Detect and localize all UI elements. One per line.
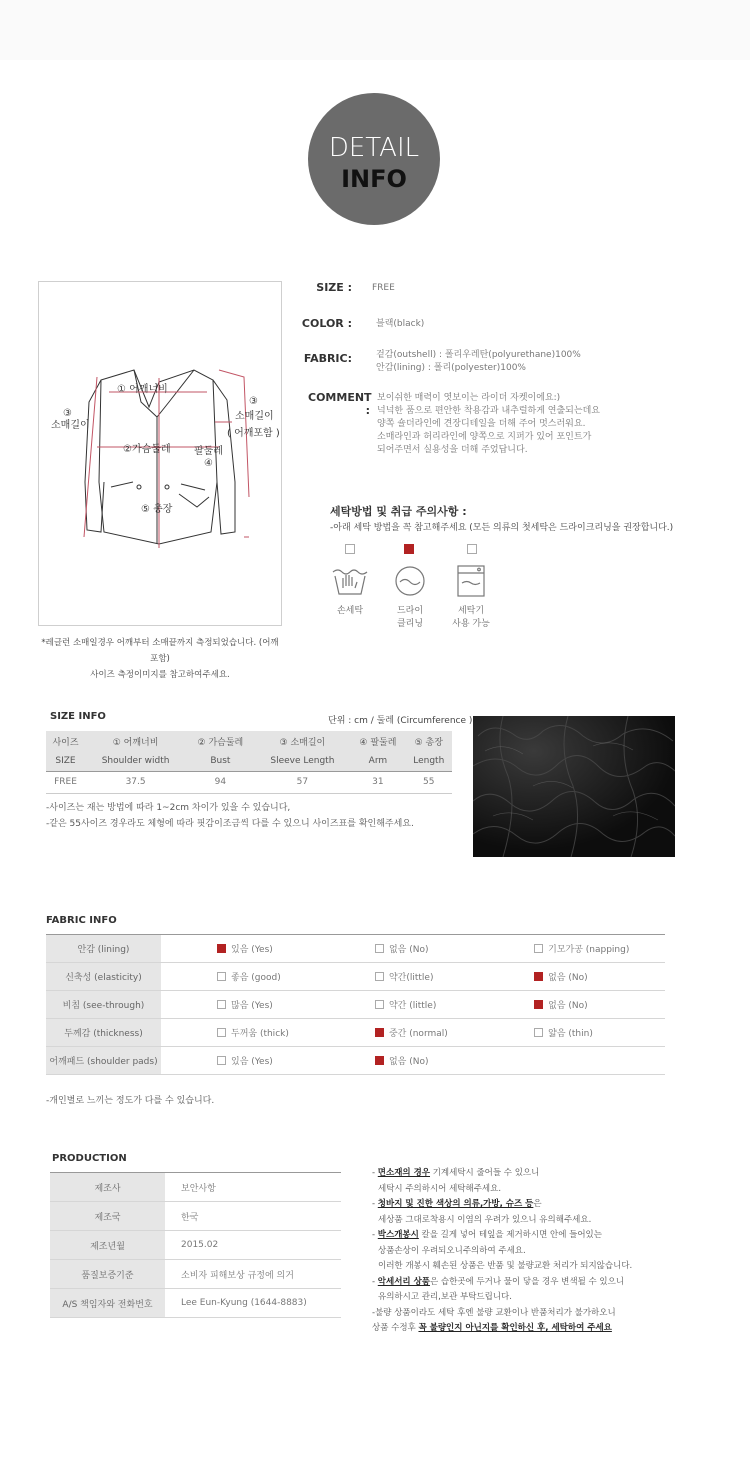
size-note-line: -같은 55사이즈 경우라도 체형에 따라 핏감이조금씩 다를 수 있으니 사이즈표를 확인해주세요. [46, 819, 414, 829]
label-sleeve-left-number: ③ [63, 408, 72, 419]
label-length: ⑤ 총장 [141, 504, 173, 515]
note-emphasis: 청바지 및 진한 색상의 의류,가방, 슈즈 등 [377, 1199, 534, 1209]
table-header-cell: ② 가슴둘레 [186, 731, 254, 751]
size-label: SIZE : [316, 281, 352, 294]
fabric-key: 신축성 (elasticity) [46, 963, 161, 991]
note-line: 세상품 그대로착용시 이염의 우려가 있으니 유의해주세요. [378, 1214, 592, 1225]
option-label: 중간 (normal) [388, 1029, 448, 1039]
production-value: 소비자 피해보상 규정에 의거 [165, 1260, 341, 1289]
fabric-key: 두께감 (thickness) [46, 1019, 161, 1047]
hand-wash-icon [330, 562, 370, 598]
caption-line: 드라이 [396, 606, 424, 616]
production-key: 제조사 [50, 1173, 165, 1202]
leather-texture-icon [473, 716, 675, 857]
production-key: 제조국 [50, 1202, 165, 1231]
table-row [46, 935, 665, 963]
fabric-value-1: 겉감(outshell) : 폴리우레탄(polyurethane)100% [376, 350, 581, 360]
fabric-option [319, 1019, 478, 1047]
hand-wash-checkbox [345, 544, 355, 554]
label-sleeve-left: 소매길이 [51, 420, 90, 431]
care-subtitle: -아래 세탁 방법을 꼭 참고해주세요 (모든 의류의 첫세탁은 드라이크리닝을 권장합니다.) [330, 523, 674, 533]
production-key: 품질보증기준 [50, 1260, 165, 1289]
note-emphasis: 악세서리 상품 [377, 1276, 431, 1287]
size-diagram [38, 281, 282, 626]
note-emphasis: 박스개봉시 [377, 1230, 419, 1240]
comment-label: COMMENT : [308, 391, 372, 417]
checkbox-empty-icon [375, 972, 384, 981]
checkbox-checked-icon [375, 1056, 384, 1065]
checkbox-empty-icon [217, 1000, 226, 1009]
fabric-key: 어깨패드 (shoulder pads) [46, 1047, 161, 1075]
note-emphasis: 면소재의 경우 [377, 1168, 431, 1178]
table-header-cell: Arm [350, 751, 405, 771]
table-header-row [46, 731, 452, 751]
label-arm: 팔둘레 [194, 446, 223, 457]
note-line: 이러한 개봉시 훼손된 상품은 반품 및 불량교환 처리가 되지않습니다. [378, 1261, 633, 1271]
table-header-cell: Bust [186, 751, 254, 771]
comment-line: 넉넉한 품으로 편안한 착용감과 내추럴하게 연출되는데요 [377, 406, 600, 416]
size-table [46, 731, 452, 794]
fabric-option [478, 963, 665, 991]
checkbox-checked-icon [534, 1000, 543, 1009]
care-title: 세탁방법 및 취급 주의사항 : [330, 505, 467, 518]
table-row [46, 1047, 665, 1075]
caption-line: 세탁기 [457, 606, 485, 616]
note-text: 기계세탁시 줄어들 수 있으니 [430, 1168, 540, 1178]
table-header-cell: 사이즈 [46, 731, 85, 751]
checkbox-empty-icon [217, 972, 226, 981]
note-emphasis: 꼭 불량인지 아닌지를 확인하신 후, 세탁하여 주세요 [418, 1323, 612, 1333]
dry-clean-checkbox [404, 544, 414, 554]
fabric-option-empty [478, 1047, 665, 1075]
note-line: 상품손상이 우려되오니주의하여 주세요. [378, 1245, 526, 1256]
table-cell: 57 [255, 771, 351, 793]
fabric-label: FABRIC: [303, 352, 352, 365]
diagram-note-line1: *레글런 소매일경우 어깨부터 소매끝까지 측정되었습니다. (어깨포함) [41, 638, 279, 664]
table-cell: 55 [406, 771, 452, 793]
option-label: 있음 (Yes) [231, 945, 273, 955]
production-value: Lee Eun-Kyung (1644-8883) [165, 1289, 341, 1318]
production-value: 2015.02 [165, 1231, 341, 1260]
note-line: - 박스개봉시 칼을 길게 넣어 테잎을 제거하시면 안에 들어있는 [372, 1230, 602, 1240]
table-row [46, 963, 665, 991]
fabric-option [478, 991, 665, 1019]
fabric-note: -개인별로 느끼는 정도가 다를 수 있습니다. [46, 1096, 215, 1106]
checkbox-empty-icon [375, 944, 384, 953]
table-header-cell: Shoulder width [85, 751, 186, 771]
table-cell: 37.5 [85, 771, 186, 793]
option-label: 없음 (No) [548, 1001, 588, 1011]
note-line [372, 1321, 672, 1337]
detail-info-badge [308, 93, 440, 225]
table-header-row [46, 751, 452, 771]
comment-line: 양쪽 숄더라인에 견장디테일을 더해 주어 멋스러워요. [377, 419, 586, 429]
size-note-line: -사이즈는 재는 방법에 따라 1~2cm 차이가 있을 수 있습니다, [46, 803, 291, 813]
note-line: - 악세서리 상품은 습한곳에 두거나 물이 닿을 경우 변색될 수 있으니 [372, 1276, 625, 1287]
fabric-option [161, 1047, 319, 1075]
option-label: 약간(little) [388, 973, 434, 983]
diagram-note-line2: 사이즈 측정이미지를 참고하여주세요. [90, 670, 230, 680]
machine-wash-checkbox [467, 544, 477, 554]
label-arm-number: ④ [204, 458, 213, 469]
size-info-title: SIZE INFO [50, 711, 106, 722]
dry-clean-icon [394, 565, 426, 597]
table-header-cell: Sleeve Length [255, 751, 351, 771]
production-key: 제조년월 [50, 1231, 165, 1260]
washing-machine-icon [456, 564, 486, 598]
label-shoulder: ① 어깨너비 [117, 384, 168, 395]
option-label: 있음 (Yes) [231, 1057, 273, 1067]
option-label: 약간 (little) [388, 1001, 437, 1011]
checkbox-empty-icon [217, 1056, 226, 1065]
fabric-option [161, 935, 319, 963]
caption-line: 손세탁 [336, 606, 364, 616]
hand-wash-caption [320, 605, 380, 618]
note-text: 은 습한곳에 두거나 물이 닿을 경우 변색될 수 있으니 [430, 1276, 625, 1287]
size-notes [46, 800, 414, 832]
table-header-cell: Length [406, 751, 452, 771]
diagram-note [38, 635, 282, 683]
production-value: 보안사항 [165, 1173, 341, 1202]
table-header-cell: SIZE [46, 751, 85, 771]
fabric-option [319, 991, 478, 1019]
option-label: 두꺼움 (thick) [231, 1029, 289, 1039]
production-title: PRODUCTION [52, 1153, 127, 1164]
option-label: 없음 (No) [388, 945, 429, 955]
label-sleeve-right: 소매길이 [235, 411, 274, 422]
option-label: 많음 (Yes) [231, 1001, 273, 1011]
note-line: -불량 상품이라도 세탁 후엔 불량 교환이나 반품처리가 불가하오니 [372, 1307, 616, 1318]
note-text: 은 [533, 1199, 542, 1209]
color-label: COLOR : [301, 317, 352, 330]
fabric-option [161, 1019, 319, 1047]
checkbox-checked-icon [534, 972, 543, 981]
fabric-key: 안감 (lining) [46, 935, 161, 963]
checkbox-empty-icon [375, 1000, 384, 1009]
checkbox-checked-icon [375, 1028, 384, 1037]
fabric-option [161, 991, 319, 1019]
table-header-cell: ③ 소매길이 [255, 731, 351, 751]
caption-line: 사용 가능 [452, 619, 490, 629]
note-text: 상품 수정후 [372, 1323, 419, 1333]
size-unit: 단위 : cm / 둘레 (Circumference ) [328, 716, 473, 726]
table-cell: FREE [46, 771, 85, 793]
option-label: 기모가공 (napping) [548, 945, 630, 955]
table-cell: 31 [350, 771, 405, 793]
label-sleeve-right-note: ( 어깨포함 ) [227, 428, 280, 439]
option-label: 없음 (No) [548, 973, 588, 983]
production-key: A/S 책임자와 전화번호 [50, 1289, 165, 1318]
table-row [46, 771, 452, 793]
table-header-cell: ④ 팔둘레 [350, 731, 405, 751]
table-header-cell: ⑤ 총장 [406, 731, 452, 751]
production-value: 한국 [165, 1202, 341, 1231]
option-label: 좋음 (good) [231, 973, 281, 983]
production-table [50, 1172, 341, 1318]
fabric-table [46, 934, 665, 1075]
table-row [50, 1260, 341, 1289]
badge-line1: DETAIL [328, 133, 420, 163]
note-line: - 면소재의 경우 기계세탁시 줄어들 수 있으니 [372, 1168, 540, 1178]
fabric-key: 비침 (see-through) [46, 991, 161, 1019]
label-bust: ②가슴둘레 [123, 444, 171, 455]
fabric-info-title: FABRIC INFO [46, 915, 117, 926]
table-header-cell: ① 어깨너비 [85, 731, 186, 751]
dry-clean-caption [380, 605, 440, 631]
badge-line2: INFO [341, 165, 407, 193]
machine-wash-caption [441, 605, 501, 631]
comment-line: 보이쉬한 매력이 엿보이는 라이더 자켓이에요:) [377, 393, 561, 403]
table-row [50, 1202, 341, 1231]
fabric-option [319, 935, 478, 963]
comment-text [377, 392, 600, 457]
table-row [50, 1289, 341, 1318]
option-label: 없음 (No) [388, 1057, 429, 1067]
checkbox-empty-icon [217, 1028, 226, 1037]
caption-line: 클리닝 [396, 619, 424, 629]
production-notes [372, 1166, 672, 1337]
option-label: 얇음 (thin) [548, 1029, 593, 1039]
top-band [0, 0, 750, 60]
table-row [50, 1231, 341, 1260]
note-line: - 청바지 및 진한 색상의 의류,가방, 슈즈 등은 [372, 1199, 542, 1209]
note-line: 세탁시 주의하시어 세탁해주세요. [378, 1183, 502, 1194]
comment-line: 소매라인과 허리라인에 양쪽으로 지퍼가 있어 포인트가 [377, 432, 592, 442]
table-row [50, 1173, 341, 1202]
checkbox-checked-icon [217, 944, 226, 953]
fabric-swatch-image [473, 716, 675, 857]
size-value: FREE [372, 283, 395, 293]
fabric-option [319, 963, 478, 991]
table-row [46, 991, 665, 1019]
fabric-option [319, 1047, 478, 1075]
fabric-option [478, 935, 665, 963]
table-cell: 94 [186, 771, 254, 793]
label-sleeve-right-number: ③ [249, 396, 258, 407]
comment-line: 되어주면서 실용성을 더해 주었답니다. [377, 445, 528, 455]
table-row [46, 1019, 665, 1047]
note-text: 칼을 길게 넣어 테잎을 제거하시면 안에 들어있는 [418, 1230, 602, 1240]
fabric-value-2: 안감(lining) : 폴리(polyester)100% [376, 363, 526, 373]
fabric-option [478, 1019, 665, 1047]
fabric-option [161, 963, 319, 991]
color-value: 블랙(black) [376, 319, 425, 329]
checkbox-empty-icon [534, 1028, 543, 1037]
note-line: 유의하시고 관리,보관 부탁드립니다. [378, 1292, 512, 1302]
checkbox-empty-icon [534, 944, 543, 953]
